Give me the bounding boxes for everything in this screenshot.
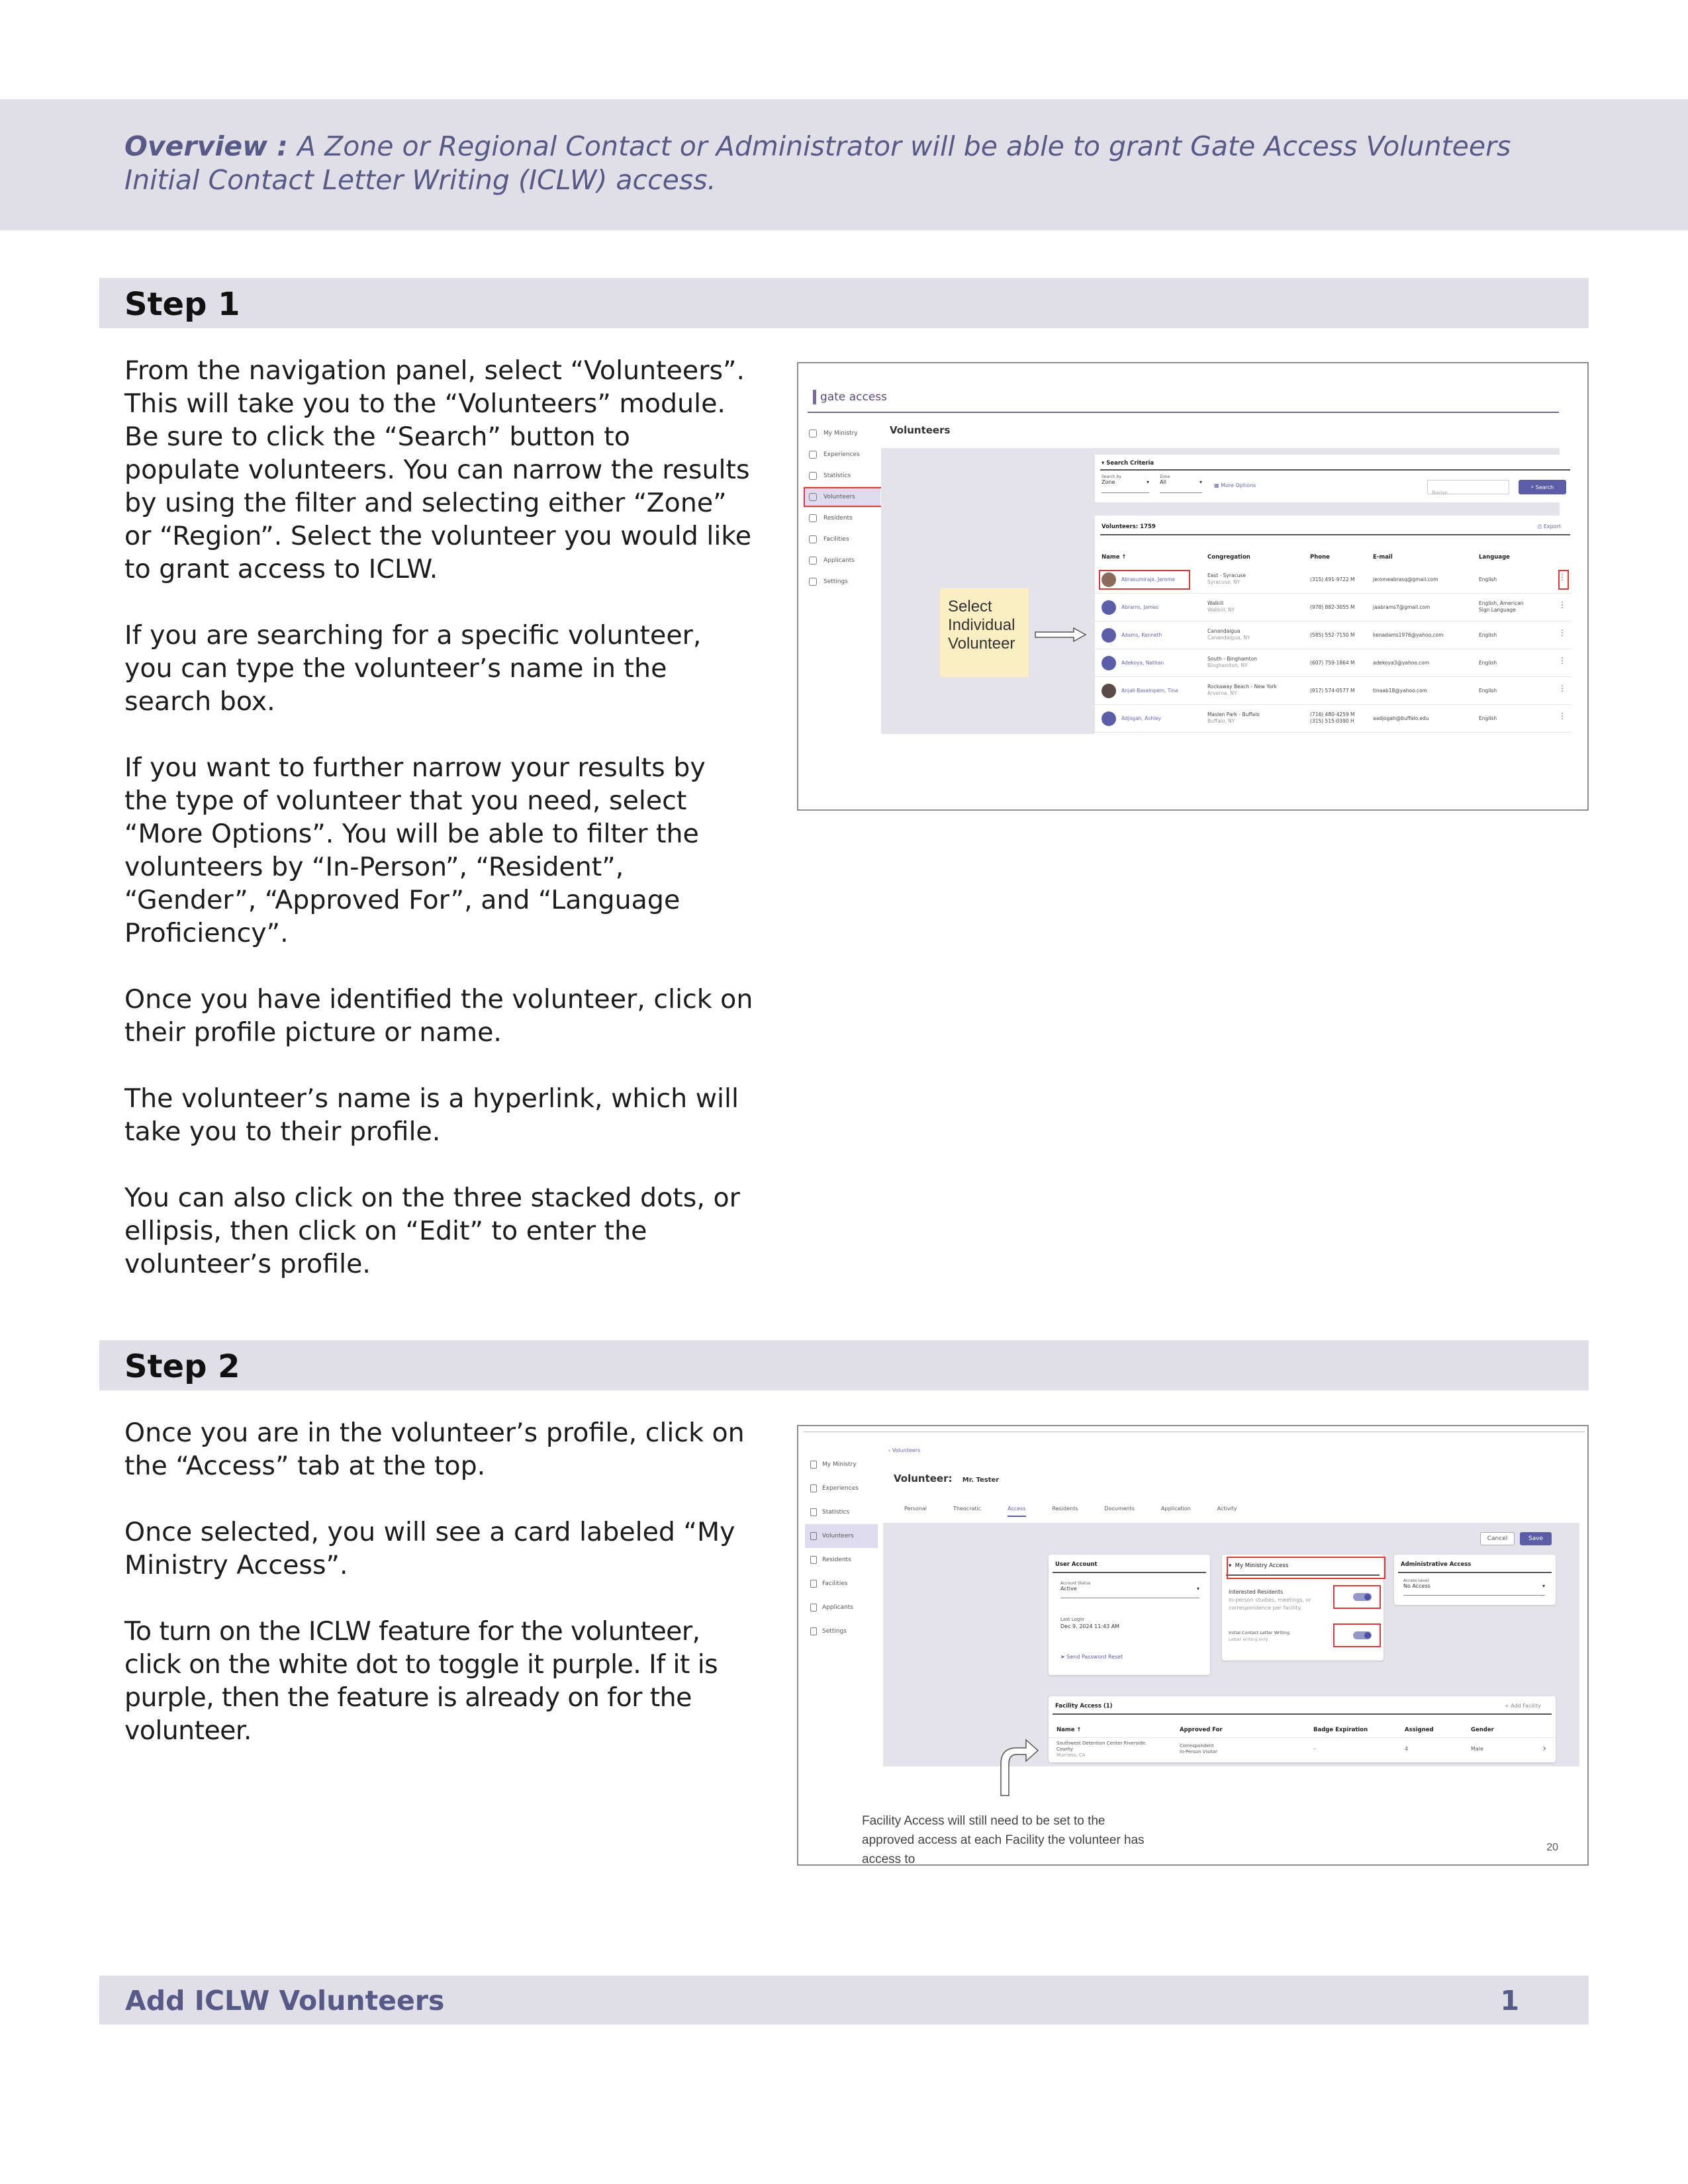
- panel-divider: [1100, 469, 1570, 471]
- page-number: 1: [1500, 1985, 1519, 2017]
- search-icon: ⌕: [1530, 484, 1536, 490]
- sidebar-nav: [805, 1453, 878, 1643]
- results-table: [1095, 516, 1575, 734]
- phone-cell: (917) 574-0577 M: [1310, 688, 1355, 694]
- tab-activity[interactable]: Activity: [1217, 1506, 1237, 1512]
- volunteer-label: Volunteer:: [894, 1473, 953, 1484]
- search-button[interactable]: [1519, 480, 1566, 494]
- search-criteria-label: Search Criteria: [1106, 460, 1154, 467]
- step1-paragraph: If you want to further narrow your results by the type of volunteer that you need, select “More Options”. You will be able to filter the volunteers by “In-Person”, “Resident”, “Gender”, “Approved For”, and “Language Proficiency”.: [124, 752, 706, 948]
- applicant-icon: [809, 557, 817, 565]
- tab-application[interactable]: Application: [1161, 1506, 1191, 1512]
- table-row[interactable]: [1049, 1737, 1556, 1762]
- facility-access-card: [1049, 1696, 1556, 1762]
- table-row[interactable]: [1095, 649, 1571, 677]
- facility-note: [862, 1811, 1145, 1866]
- note-line: approved access at each Facility the volunteer has: [862, 1833, 1145, 1847]
- zone-label: Zone: [1160, 475, 1170, 479]
- badge-expiration-cell: –: [1313, 1746, 1316, 1752]
- nav-label: Residents: [822, 1557, 851, 1563]
- col-facility-name[interactable]: Name ↑: [1056, 1727, 1082, 1733]
- profile-tabs: [904, 1506, 1237, 1517]
- chevron-down-icon: ▾: [1542, 1583, 1545, 1589]
- more-options-label: More Options: [1221, 482, 1256, 488]
- my-ministry-access-title[interactable]: ▾ My Ministry Access: [1229, 1563, 1289, 1569]
- note-line: Facility Access will still need to be set to the: [862, 1814, 1105, 1828]
- callout-line: Select: [948, 598, 992, 615]
- nav-label: Experiences: [822, 1485, 859, 1492]
- export-label: Export: [1543, 523, 1561, 529]
- tab-residents[interactable]: Residents: [1052, 1506, 1078, 1512]
- ellipsis-menu-icon[interactable]: ⋮: [1558, 600, 1566, 610]
- nav-label: My Ministry: [823, 430, 858, 437]
- more-options-button[interactable]: ▦ More Options: [1214, 482, 1256, 488]
- nav-label: My Ministry: [822, 1461, 857, 1468]
- access-level-value: No Access ▾: [1403, 1583, 1545, 1589]
- email-cell: jeromeabrasq@gmail.com: [1373, 576, 1438, 582]
- card-divider: [1053, 1713, 1552, 1715]
- account-status-value: Active ▾: [1060, 1586, 1199, 1592]
- col-phone-header: Phone: [1310, 554, 1330, 561]
- volunteer-name-link[interactable]: Abrasumirajo, Jerome: [1121, 576, 1175, 582]
- nav-label: Volunteers: [823, 494, 855, 500]
- step1-paragraph: The volunteer’s name is a hyperlink, which will take you to their profile.: [124, 1083, 739, 1147]
- nav-item-residents[interactable]: [805, 1548, 878, 1572]
- language-cell: English: [1479, 715, 1497, 721]
- name-placeholder: Name: [1432, 490, 1448, 496]
- name-search-input[interactable]: [1427, 480, 1509, 494]
- applicant-icon: [810, 1604, 817, 1612]
- step2-body: [124, 1416, 753, 1780]
- note-line: access to: [862, 1852, 915, 1866]
- facility-name-cell: Southwest Detention Center Riverside County Murrieta, CA: [1056, 1741, 1146, 1758]
- overview-label: Overview: [124, 130, 268, 162]
- col-email-header: E-mail: [1373, 554, 1393, 561]
- ministry-icon: [809, 430, 817, 437]
- nav-item-facilities[interactable]: [805, 1572, 878, 1596]
- nav-item-facilities[interactable]: [804, 529, 880, 550]
- volunteers-screenshot: [797, 362, 1589, 811]
- table-row[interactable]: [1095, 594, 1571, 621]
- email-cell: aadjogah@buffalo.edu: [1373, 715, 1429, 721]
- assigned-cell: 4: [1405, 1746, 1409, 1752]
- congregation-cell: South - Binghamton Binghamton, NY: [1207, 656, 1257, 668]
- zone-value: All ▾: [1160, 479, 1202, 485]
- volunteer-name-link[interactable]: Abrams, James: [1121, 604, 1159, 610]
- divider: [808, 412, 1559, 413]
- step2-title: Step 2: [124, 1348, 240, 1385]
- nav-label: Applicants: [823, 557, 855, 564]
- overview-text: [124, 130, 1581, 197]
- approved-for-cell: Correspondent In-Person Visitor: [1180, 1743, 1217, 1754]
- chart-icon: [809, 472, 817, 480]
- iclw-label: Initial Contact Letter Writing: [1229, 1630, 1289, 1635]
- callout-line: Volunteer: [948, 635, 1015, 653]
- residents-icon: [810, 1556, 817, 1564]
- col-name-header[interactable]: Name ↑: [1102, 554, 1127, 561]
- export-button[interactable]: ⎙ Export: [1537, 523, 1561, 529]
- avatar[interactable]: [1102, 656, 1116, 670]
- name-highlight-box: [1099, 570, 1190, 590]
- nav-label: Settings: [823, 578, 848, 585]
- nav-item-applicants[interactable]: [805, 1596, 878, 1619]
- volunteer-name-link[interactable]: Anjali-Baseinpem, Tina: [1121, 688, 1178, 694]
- phone-cell: (315) 491-9722 M: [1310, 576, 1355, 582]
- ellipsis-menu-icon[interactable]: ⋮: [1558, 684, 1566, 693]
- volunteer-heading: [894, 1473, 999, 1484]
- chevron-down-icon: ▾: [1196, 1586, 1199, 1592]
- save-button[interactable]: Save: [1520, 1532, 1552, 1545]
- step2-paragraph: To turn on the ICLW feature for the volunteer, click on the white dot to toggle it purple. If it is purple, then the feature is already on for the volunteer.: [124, 1616, 718, 1746]
- ministry-title-highlight-box: [1227, 1557, 1385, 1579]
- building-icon: [810, 1580, 817, 1588]
- avatar[interactable]: [1102, 628, 1116, 643]
- email-cell: adekoya3@yahoo.com: [1373, 660, 1430, 666]
- send-password-reset-button[interactable]: [1060, 1654, 1123, 1660]
- email-cell: tinaab18@yahoo.com: [1373, 688, 1428, 694]
- add-facility-button[interactable]: + Add Facility: [1505, 1703, 1541, 1709]
- last-login-value: Dec 9, 2024 11:43 AM: [1060, 1623, 1120, 1629]
- callout-line: Individual: [948, 616, 1015, 634]
- congregation-cell: Canandaigua Canandaigua, NY: [1207, 628, 1250, 641]
- send-reset-label: Send Password Reset: [1066, 1654, 1123, 1660]
- tab-personal[interactable]: Personal: [904, 1506, 927, 1512]
- add-facility-label: Add Facility: [1511, 1703, 1541, 1709]
- col-language-header: Language: [1479, 554, 1510, 561]
- volunteers-highlight-box: [804, 487, 883, 507]
- phone-cell: (585) 552-7150 M: [1310, 632, 1355, 638]
- volunteer-name-link[interactable]: Adjogah, Ashley: [1121, 715, 1162, 721]
- search-by-label: Search by: [1102, 475, 1121, 479]
- chevron-right-icon[interactable]: ›: [1542, 1743, 1546, 1754]
- ministry-icon: [810, 1461, 817, 1469]
- admin-access-title: Administrative Access: [1401, 1561, 1472, 1568]
- email-cell: kenadams1976@yahoo.com: [1373, 632, 1444, 638]
- step1-paragraph: You can also click on the three stacked dots, or ellipsis, then click on “Edit” to enter the volunteer’s profile.: [124, 1183, 740, 1279]
- search-button-label: Search: [1535, 484, 1554, 490]
- nav-label: Experiences: [823, 451, 860, 458]
- step1-paragraph: If you are searching for a specific volunteer, you can type the volunteer’s name in the search box.: [124, 620, 702, 717]
- search-criteria-panel: [1095, 455, 1575, 502]
- tab-theocratic[interactable]: Theocratic: [953, 1506, 982, 1512]
- sidebar-nav: [804, 423, 880, 592]
- nav-label: Residents: [823, 515, 853, 522]
- volunteer-name-link[interactable]: Adekoya, Nathan: [1121, 660, 1164, 666]
- residents-icon: [809, 514, 817, 522]
- building-icon: [809, 535, 817, 543]
- step2-paragraph: Once you are in the volunteer’s profile, click on the “Access” tab at the top.: [124, 1418, 745, 1481]
- search-by-select[interactable]: [1102, 475, 1149, 493]
- volunteer-profile-screenshot: [797, 1425, 1589, 1866]
- step1-title: Step 1: [124, 286, 240, 323]
- breadcrumb[interactable]: ‹ Volunteers: [888, 1447, 921, 1453]
- table-row[interactable]: [1095, 621, 1571, 649]
- nav-label: Settings: [822, 1628, 847, 1635]
- page-title: Volunteers: [890, 424, 951, 436]
- volunteer-name-link[interactable]: Adams, Kenneth: [1121, 632, 1162, 638]
- user-account-title: User Account: [1055, 1561, 1098, 1568]
- search-criteria-title[interactable]: ▾ Search Criteria: [1102, 460, 1154, 467]
- col-congregation-header: Congregation: [1207, 554, 1250, 561]
- email-cell: jaabrams7@gmail.com: [1373, 604, 1430, 610]
- send-icon: ➤: [1060, 1654, 1067, 1660]
- nav-label: Statistics: [822, 1509, 850, 1516]
- arrow-right-icon: [1034, 627, 1087, 643]
- account-status-label: Account Status: [1060, 1581, 1091, 1586]
- table-row[interactable]: [1095, 705, 1571, 733]
- language-cell: English: [1479, 576, 1497, 582]
- access-level-label: Access Level: [1403, 1578, 1429, 1583]
- footer-title: Add ICLW Volunteers: [125, 1985, 445, 2017]
- tab-documents[interactable]: Documents: [1104, 1506, 1135, 1512]
- nav-label: Statistics: [823, 473, 851, 479]
- volunteer-icon: [810, 1532, 817, 1540]
- breadcrumb-label: Volunteers: [892, 1447, 921, 1453]
- ellipsis-highlight-box: [1558, 570, 1569, 590]
- phone-cell: (978) 882-3055 M: [1310, 604, 1355, 610]
- last-login-label: Last Login: [1060, 1617, 1084, 1622]
- interested-residents-desc: In-person studies, meetings, or: [1229, 1597, 1311, 1603]
- col-approved-for: Approved For: [1180, 1727, 1223, 1733]
- step2-header: [99, 1340, 1589, 1390]
- col-assigned: Assigned: [1405, 1727, 1434, 1733]
- nav-item-applicants[interactable]: [804, 550, 880, 571]
- account-status-select[interactable]: [1060, 1581, 1199, 1598]
- top-border: [804, 1432, 1585, 1433]
- col-badge-expiration: Badge Expiration: [1313, 1727, 1368, 1733]
- ministry-title-label: My Ministry Access: [1235, 1563, 1289, 1569]
- experiences-icon: [810, 1484, 817, 1492]
- toggle-highlight-box: [1333, 1585, 1381, 1609]
- language-cell: English, American Sign Language: [1479, 600, 1524, 613]
- overview-colon: :: [267, 130, 298, 162]
- nav-item-volunteers[interactable]: [805, 1524, 878, 1548]
- ellipsis-menu-icon[interactable]: ⋮: [1558, 628, 1566, 637]
- ellipsis-menu-icon[interactable]: ⋮: [1558, 572, 1566, 582]
- step1-paragraph: From the navigation panel, select “Volunteers”. This will take you to the “Volunteers” module. Be sure to click the “Search” button to populate volunteers. You can narrow the results by using the filter and selecting either “Zone” or “Region”. Select the volunteer you would like to grant access to ICLW.: [124, 355, 752, 584]
- zone-select[interactable]: [1160, 475, 1202, 493]
- phone-cell: (607) 759-1864 M: [1310, 660, 1355, 666]
- curved-arrow-icon: [994, 1737, 1041, 1797]
- nav-label: Facilities: [823, 536, 849, 543]
- chart-icon: [810, 1508, 817, 1516]
- language-cell: English: [1479, 632, 1497, 638]
- chevron-down-icon: ▾: [1199, 479, 1202, 485]
- iclw-toggle-highlight-box: [1333, 1623, 1381, 1647]
- gear-icon: [809, 578, 817, 586]
- administrative-access-card: [1394, 1555, 1556, 1605]
- avatar[interactable]: [1102, 711, 1116, 726]
- search-by-value: Zone ▾: [1102, 479, 1149, 485]
- step1-header: [99, 278, 1589, 328]
- nav-item-my-ministry[interactable]: [805, 1453, 878, 1477]
- volunteer-name: Mr. Tester: [962, 1477, 1000, 1484]
- facility-access-title: Facility Access (1): [1055, 1703, 1113, 1709]
- footer-band: [99, 1976, 1589, 2025]
- access-level-select[interactable]: [1403, 1578, 1545, 1596]
- ellipsis-menu-icon[interactable]: ⋮: [1558, 656, 1566, 665]
- congregation-cell: Maslen Park - Buffalo Buffalo, NY: [1207, 711, 1260, 724]
- congregation-cell: East - Syracuse Syracuse, NY: [1207, 572, 1246, 585]
- congregation-cell: Rockaway Beach - New York Arverne, NY: [1207, 684, 1277, 696]
- chevron-down-icon: ▾: [1146, 479, 1149, 485]
- gender-cell: Male: [1471, 1746, 1483, 1752]
- nav-item-statistics[interactable]: [805, 1500, 878, 1524]
- nav-item-settings[interactable]: [805, 1619, 878, 1643]
- nav-item-experiences[interactable]: [804, 444, 880, 465]
- nav-label: Applicants: [822, 1604, 853, 1611]
- slide-page-number: 20: [1546, 1842, 1558, 1853]
- card-divider: [1053, 1572, 1206, 1573]
- nav-label: Facilities: [822, 1580, 848, 1587]
- interested-residents-label: Interested Residents: [1229, 1589, 1284, 1595]
- nav-item-residents[interactable]: [804, 508, 880, 529]
- volunteer-count: Volunteers: 1759: [1102, 523, 1156, 530]
- step1-paragraph: Once you have identified the volunteer, click on their profile picture or name.: [124, 984, 753, 1048]
- select-volunteer-callout: [940, 588, 1029, 677]
- experiences-icon: [809, 451, 817, 459]
- logo-text: gate access: [820, 390, 888, 404]
- nav-item-statistics[interactable]: [804, 465, 880, 486]
- gear-icon: [810, 1627, 817, 1635]
- iclw-desc: Letter writing only: [1229, 1637, 1268, 1642]
- gate-access-logo: [813, 390, 887, 404]
- table-row[interactable]: [1095, 677, 1571, 705]
- card-divider: [1398, 1572, 1552, 1573]
- cancel-button[interactable]: Cancel: [1480, 1532, 1515, 1545]
- congregation-cell: Walkill Wallkill, NY: [1207, 600, 1235, 613]
- tab-access[interactable]: Access: [1008, 1506, 1025, 1517]
- nav-item-settings[interactable]: [804, 571, 880, 592]
- avatar[interactable]: [1102, 600, 1116, 615]
- avatar[interactable]: [1102, 684, 1116, 698]
- language-cell: English: [1479, 660, 1497, 666]
- step1-body: [124, 354, 753, 1314]
- overview-line1: A Zone or Regional Contact or Administrator will be able to grant Gate Access Volunteers: [297, 130, 1511, 162]
- col-gender: Gender: [1471, 1727, 1494, 1733]
- overview-line2: Initial Contact Letter Writing (ICLW) access.: [124, 164, 716, 196]
- user-account-card: [1049, 1555, 1210, 1675]
- ellipsis-menu-icon[interactable]: ⋮: [1558, 711, 1566, 721]
- phone-cell: (716) 480-4259 M (315) 515-0390 H: [1310, 711, 1355, 724]
- nav-item-experiences[interactable]: [805, 1477, 878, 1500]
- interested-residents-desc: correspondence per facility.: [1229, 1605, 1302, 1611]
- language-cell: English: [1479, 688, 1497, 694]
- step2-paragraph: Once selected, you will see a card labeled “My Ministry Access”.: [124, 1517, 735, 1580]
- nav-label: Volunteers: [822, 1533, 854, 1539]
- nav-item-my-ministry[interactable]: [804, 423, 880, 444]
- table-divider: [1100, 534, 1570, 535]
